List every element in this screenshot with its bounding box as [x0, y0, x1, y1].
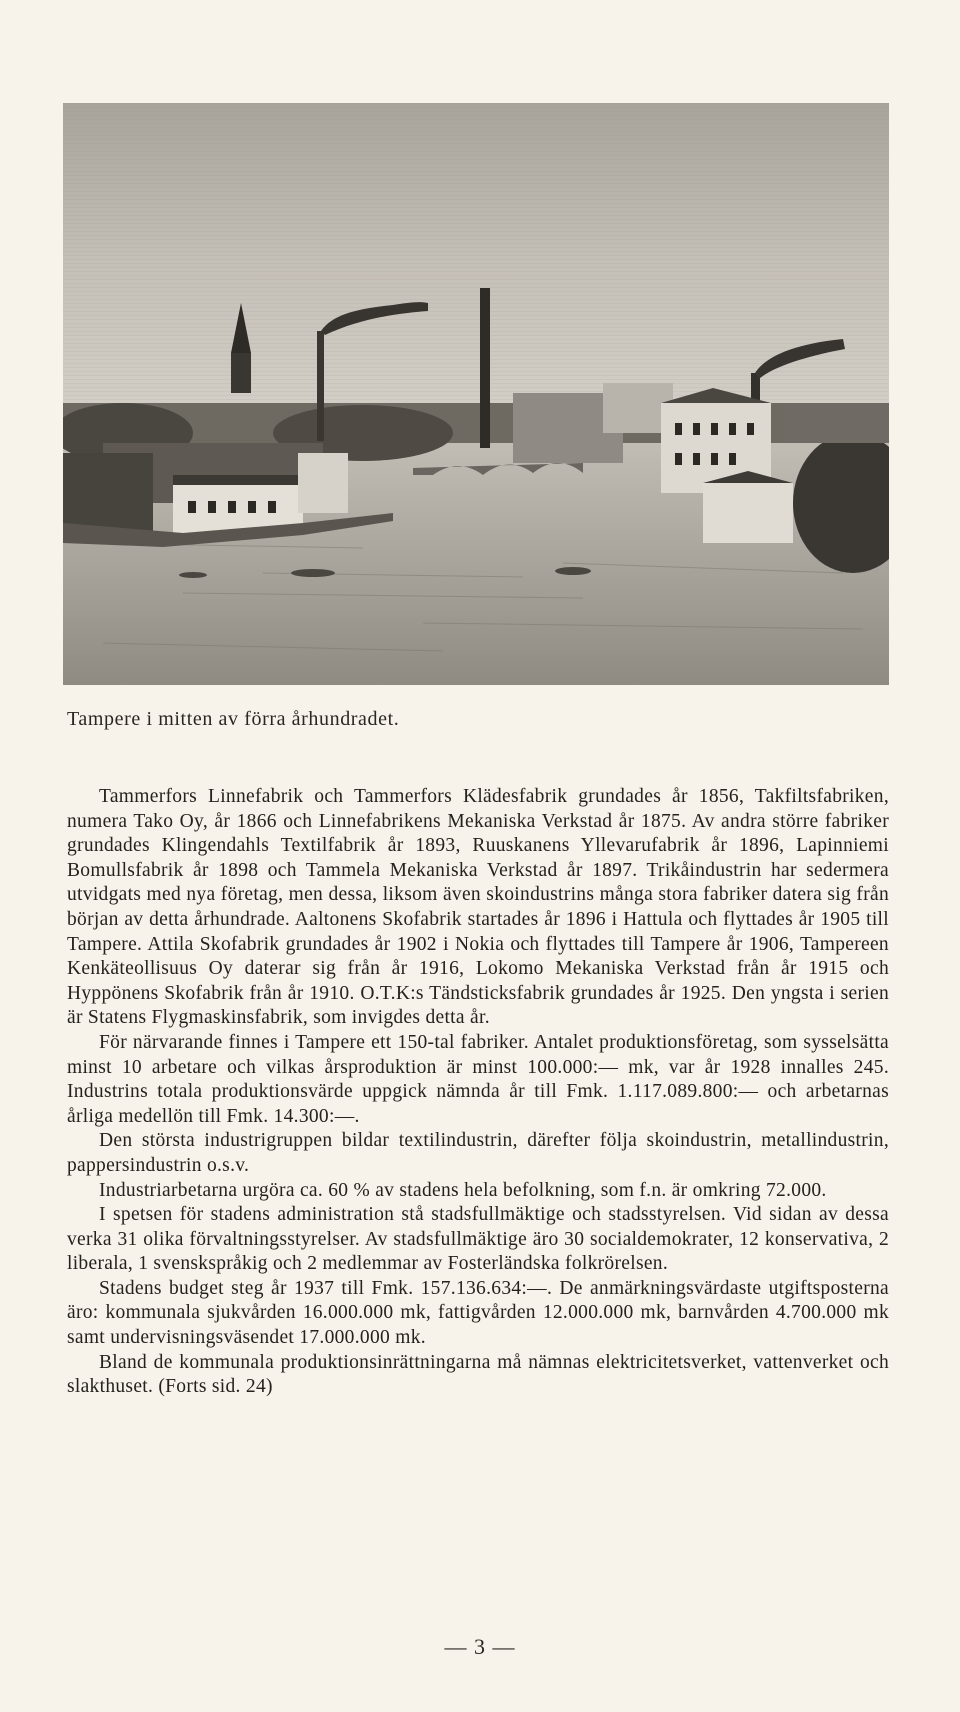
engraving-illustration	[63, 103, 889, 685]
page-number: — 3 —	[444, 1634, 516, 1659]
paragraph-industry-groups: Den största industrigruppen bildar textilindustrin, därefter följa skoindustrin, metallindustrin, pappersindustrin o.s.v.	[67, 1130, 889, 1176]
paragraph-municipal-utilities: Bland de kommunala produktionsinrättningarna må nämnas elektricitetsverket, vattenverket och slakthuset. (Forts sid. 24)	[67, 1351, 889, 1398]
paragraph-budget: Stadens budget steg år 1937 till Fmk. 157.136.634:—. De anmärkningsvärdaste utgiftsposterna äro: kommunala sjukvården 16.000.000 mk, fattigvården 12.000.000 mk, barnvården 4.700.000 mk samt undervisningsväsendet 17.000.000 mk.	[67, 1277, 889, 1349]
paragraph-industry-history: Tammerfors Linnefabrik och Tammerfors Klädesfabrik grundades år 1856, Takfiltsfabriken, numera Tako Oy, år 1866 och Linnefabrikens Mekaniska Verkstad år 1875. Av andra större fabriker grundades Klingendahls Textilfabrik år 1893, Ruuskanens Yllevarufabrik år 1896, Lapinniemi Bomullsfabrik år 1898 och Tammela Mekaniska Verkstad år 1897. Trikåindustrin har sedermera utvidgats med nya företag, men dessa, liksom även skoindustrins många stora fabriker datera sig från början av detta århundrade. Aaltonens Skofabrik startades år 1896 i Hattula och flyttades år 1905 till Tampere. Attila Skofabrik grundades år 1902 i Nokia och flyttades till Tampere år 1906, Tampereen Kenkäteollisuus Oy daterar sig från år 1916, Lokomo Mekaniska Verkstad från år 1915 och Hyppönens Skofabrik från år 1910. O.T.K:s Tändsticksfabrik grundades år 1925. Den yngsta i serien är Statens Flygmaskinsfabrik, som invigdes detta år.	[67, 786, 889, 1029]
paragraph-administration: I spetsen för stadens administration stå stadsfullmäktige och stadsstyrelsen. Vid sidan av dessa verka 31 olika förvaltningsstyrelser. Av stadsfullmäktige äro 30 socialdemokrater, 12 konservativa, 2 liberala, 1 svenskspråkig och 2 medlemmar av Fosterländska folkrörelsen.	[67, 1204, 889, 1275]
figure-caption: Tampere i mitten av förra århundradet.	[67, 708, 400, 730]
paragraph-workforce: Industriarbetarna urgöra ca. 60 % av stadens hela befolkning, som f.n. är omkring 72.000.	[99, 1179, 827, 1201]
article-body	[67, 785, 889, 1400]
paragraph-factory-count: För närvarande finnes i Tampere ett 150-tal fabriker. Antalet produktionsföretag, som sysselsätta minst 10 arbetare och vilkas årsproduktion är minst 100.000:— mk, var år 1928 innalles 245. Industrins totala produktionsvärde uppgick nämnda år till Fmk. 1.117.089.800:— och arbetarnas årliga medellön till Fmk. 14.300:—.	[67, 1031, 889, 1127]
tampere-factory-engraving	[63, 103, 889, 685]
